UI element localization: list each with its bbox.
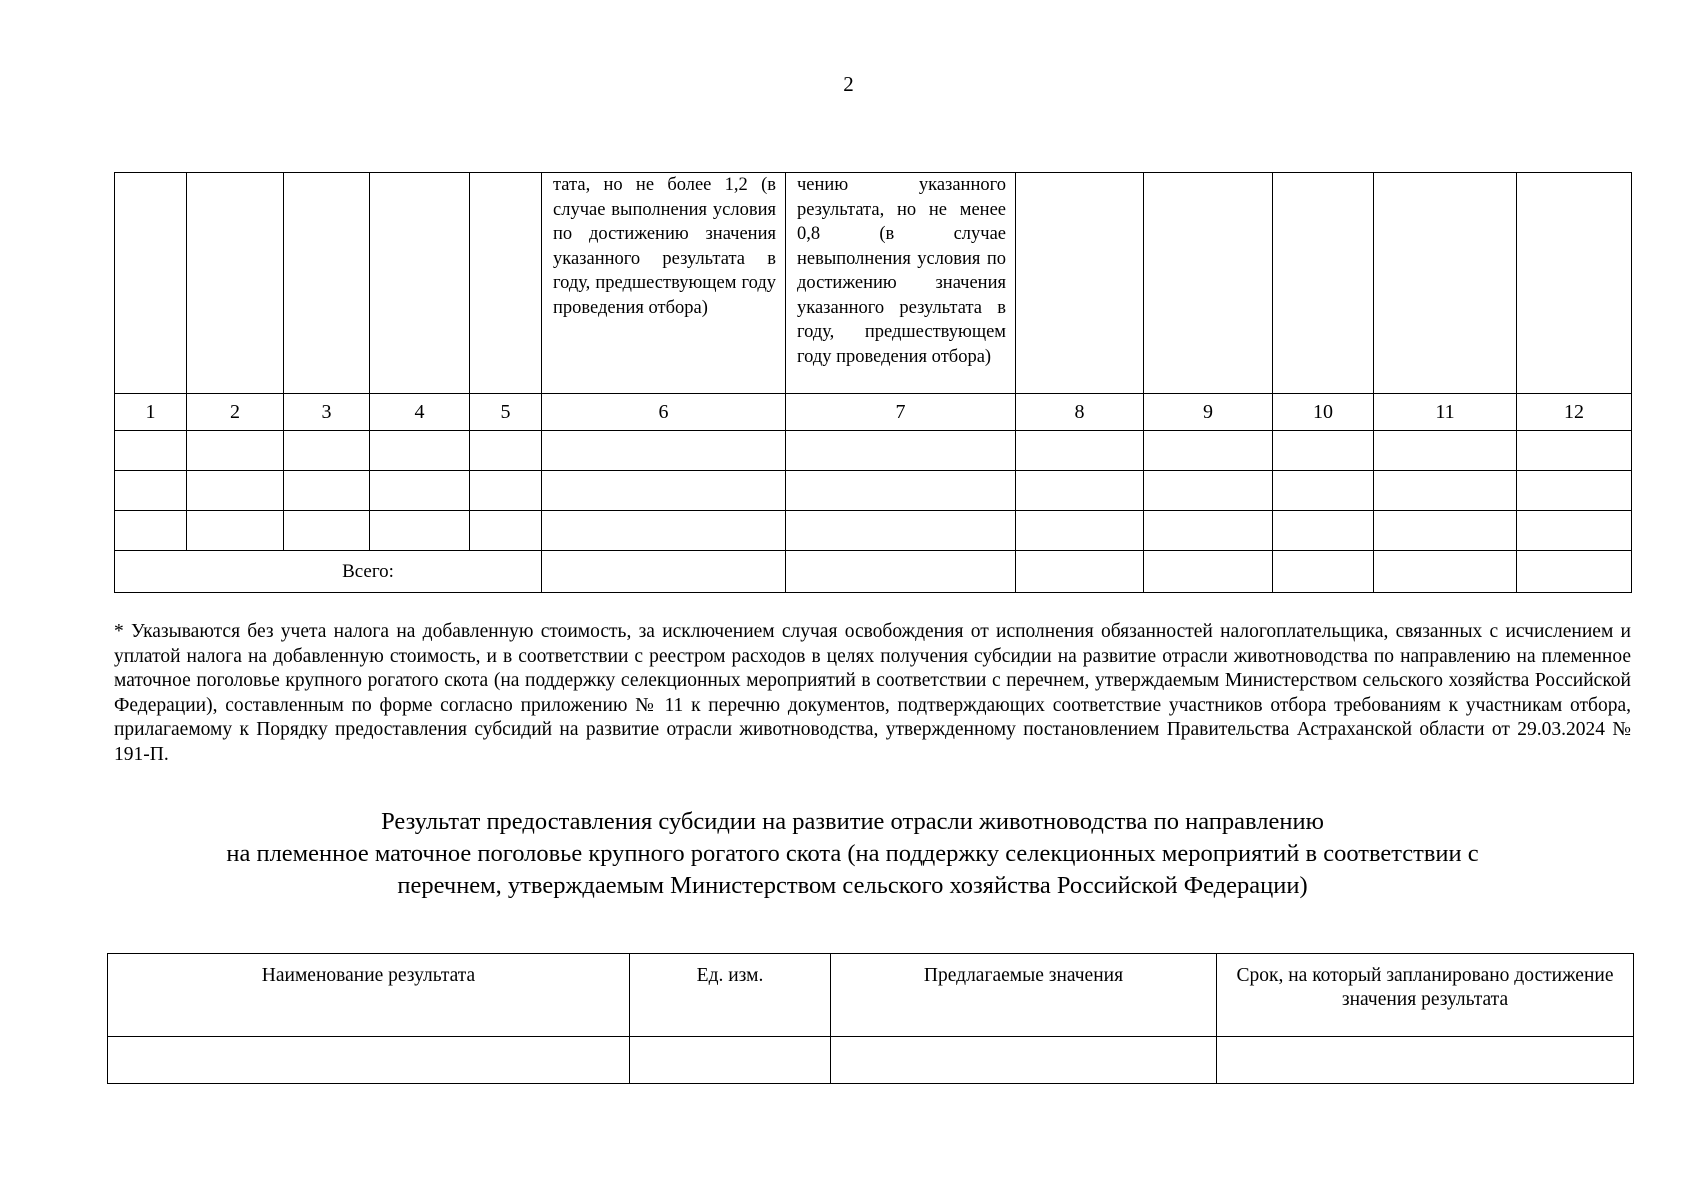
table-cell <box>284 173 370 394</box>
page-number: 2 <box>843 72 854 96</box>
table-cell[interactable] <box>1273 471 1374 511</box>
header-result-name: Наименование результата <box>108 954 630 1037</box>
result-table-header <box>108 954 1634 1037</box>
result-table <box>107 953 1634 1084</box>
table-row <box>115 511 1632 551</box>
footnote: * Указываются без учета налога на добавленную стоимость, за исключением случая освобождения от исполнения обязанностей налогоплательщика, связанных с исчислением и уплатой налога на добавленную стоимость, и в соответствии с реестром расходов в целях получения субсидии на развитие отрасли животноводства по направлению на племенное маточное поголовье крупного рогатого скота (на поддержку селекционных мероприятий в соответствии с перечнем, утверждаемым Министерством сельского хозяйства Российской Федерации), составленным по форме согласно приложению № 11 к перечню документов, подтверждающих соответствие участников отбора требованиям к участникам отбора, прилагаемому к Порядку предоставления субсидий на развитие отрасли животноводства, утвержденному постановлением Правительства Астраханской области от 29.03.2024 № 191-П. <box>114 621 1631 765</box>
table-cell <box>370 173 470 394</box>
title-line: на племенное маточное поголовье крупного рогатого скота (на поддержку селекционных мероприятий в соответствии с <box>226 840 1479 867</box>
table-cell[interactable] <box>1517 431 1632 471</box>
table-cell[interactable] <box>1144 511 1273 551</box>
table-cell <box>1016 173 1144 394</box>
table-cell[interactable] <box>1517 471 1632 511</box>
table-cell[interactable] <box>1016 471 1144 511</box>
table-cell[interactable] <box>284 431 370 471</box>
header-unit: Ед. изм. <box>630 954 831 1037</box>
column-number: 3 <box>284 394 370 431</box>
table-cell[interactable] <box>1016 551 1144 593</box>
column-number: 7 <box>786 394 1016 431</box>
table-cell[interactable] <box>1217 1037 1634 1084</box>
table-cell[interactable] <box>470 471 542 511</box>
table-cell <box>1144 173 1273 394</box>
column-number: 11 <box>1374 394 1517 431</box>
table-cell <box>470 173 542 394</box>
title-line: перечнем, утверждаемым Министерством сельского хозяйства Российской Федерации) <box>397 872 1308 899</box>
table-cell <box>1517 173 1632 394</box>
column-number: 9 <box>1144 394 1273 431</box>
table-row <box>115 431 1632 471</box>
result-section-title <box>100 806 1605 902</box>
total-label: Всего: <box>115 551 542 593</box>
table-cell[interactable] <box>284 471 370 511</box>
subsidy-calculation-table <box>114 172 1632 593</box>
table-cell[interactable] <box>1374 551 1517 593</box>
table-cell[interactable] <box>1273 431 1374 471</box>
table-row <box>115 471 1632 511</box>
header-cell-col6 <box>542 173 786 394</box>
table-cell[interactable] <box>831 1037 1217 1084</box>
table-cell[interactable] <box>542 431 786 471</box>
table-cell[interactable] <box>1374 431 1517 471</box>
table-cell[interactable] <box>187 431 284 471</box>
table-cell[interactable] <box>284 511 370 551</box>
table-cell[interactable] <box>470 431 542 471</box>
table-cell[interactable] <box>1016 431 1144 471</box>
table-cell[interactable] <box>786 431 1016 471</box>
column-number: 5 <box>470 394 542 431</box>
table-cell <box>1374 173 1517 394</box>
table-cell[interactable] <box>542 471 786 511</box>
table-cell[interactable] <box>1016 511 1144 551</box>
table-cell[interactable] <box>542 551 786 593</box>
table-cell[interactable] <box>1374 511 1517 551</box>
table-cell[interactable] <box>108 1037 630 1084</box>
table-cell[interactable] <box>1144 551 1273 593</box>
header-deadline: Срок, на который запланировано достижение значения результата <box>1217 954 1634 1037</box>
header-proposed-values: Предлагаемые значения <box>831 954 1217 1037</box>
table-cell[interactable] <box>542 511 786 551</box>
header-text-col6: тата, но не более 1,2 (в случае выполнения условия по достижению значения указанного результата в году, предшествующем году проведения отбора) <box>553 175 776 318</box>
table-cell[interactable] <box>470 511 542 551</box>
header-text-col7: чению указанного результата, но не менее 0,8 (в случае невыполнения условия по достижению значения указанного результата в году, предшествующем году проведения отбора) <box>797 175 1006 367</box>
table-cell[interactable] <box>786 471 1016 511</box>
column-number: 6 <box>542 394 786 431</box>
table-cell[interactable] <box>370 431 470 471</box>
table-cell[interactable] <box>1517 551 1632 593</box>
table-cell[interactable] <box>115 511 187 551</box>
table-cell[interactable] <box>1144 431 1273 471</box>
column-number: 8 <box>1016 394 1144 431</box>
table-cell[interactable] <box>786 511 1016 551</box>
column-number: 12 <box>1517 394 1632 431</box>
table-cell[interactable] <box>187 471 284 511</box>
column-number: 1 <box>115 394 187 431</box>
table-cell[interactable] <box>1517 511 1632 551</box>
table-cell[interactable] <box>115 431 187 471</box>
table-cell[interactable] <box>370 471 470 511</box>
table-cell[interactable] <box>370 511 470 551</box>
table-cell[interactable] <box>786 551 1016 593</box>
table-cell[interactable] <box>1144 471 1273 511</box>
table-cell <box>1273 173 1374 394</box>
table-cell[interactable] <box>1273 511 1374 551</box>
table-cell[interactable] <box>1273 551 1374 593</box>
total-row <box>115 551 1632 593</box>
table-cell[interactable] <box>630 1037 831 1084</box>
table-cell[interactable] <box>187 511 284 551</box>
table-row <box>108 1037 1634 1084</box>
column-number: 2 <box>187 394 284 431</box>
header-cell-col7 <box>786 173 1016 394</box>
table-cell[interactable] <box>1374 471 1517 511</box>
table-cell[interactable] <box>115 471 187 511</box>
column-number: 4 <box>370 394 470 431</box>
table-cell <box>115 173 187 394</box>
table-cell <box>187 173 284 394</box>
header-continuation-row <box>115 173 1632 394</box>
column-number-row <box>115 394 1632 431</box>
column-number: 10 <box>1273 394 1374 431</box>
title-line: Результат предоставления субсидии на развитие отрасли животноводства по направлению <box>381 808 1324 835</box>
